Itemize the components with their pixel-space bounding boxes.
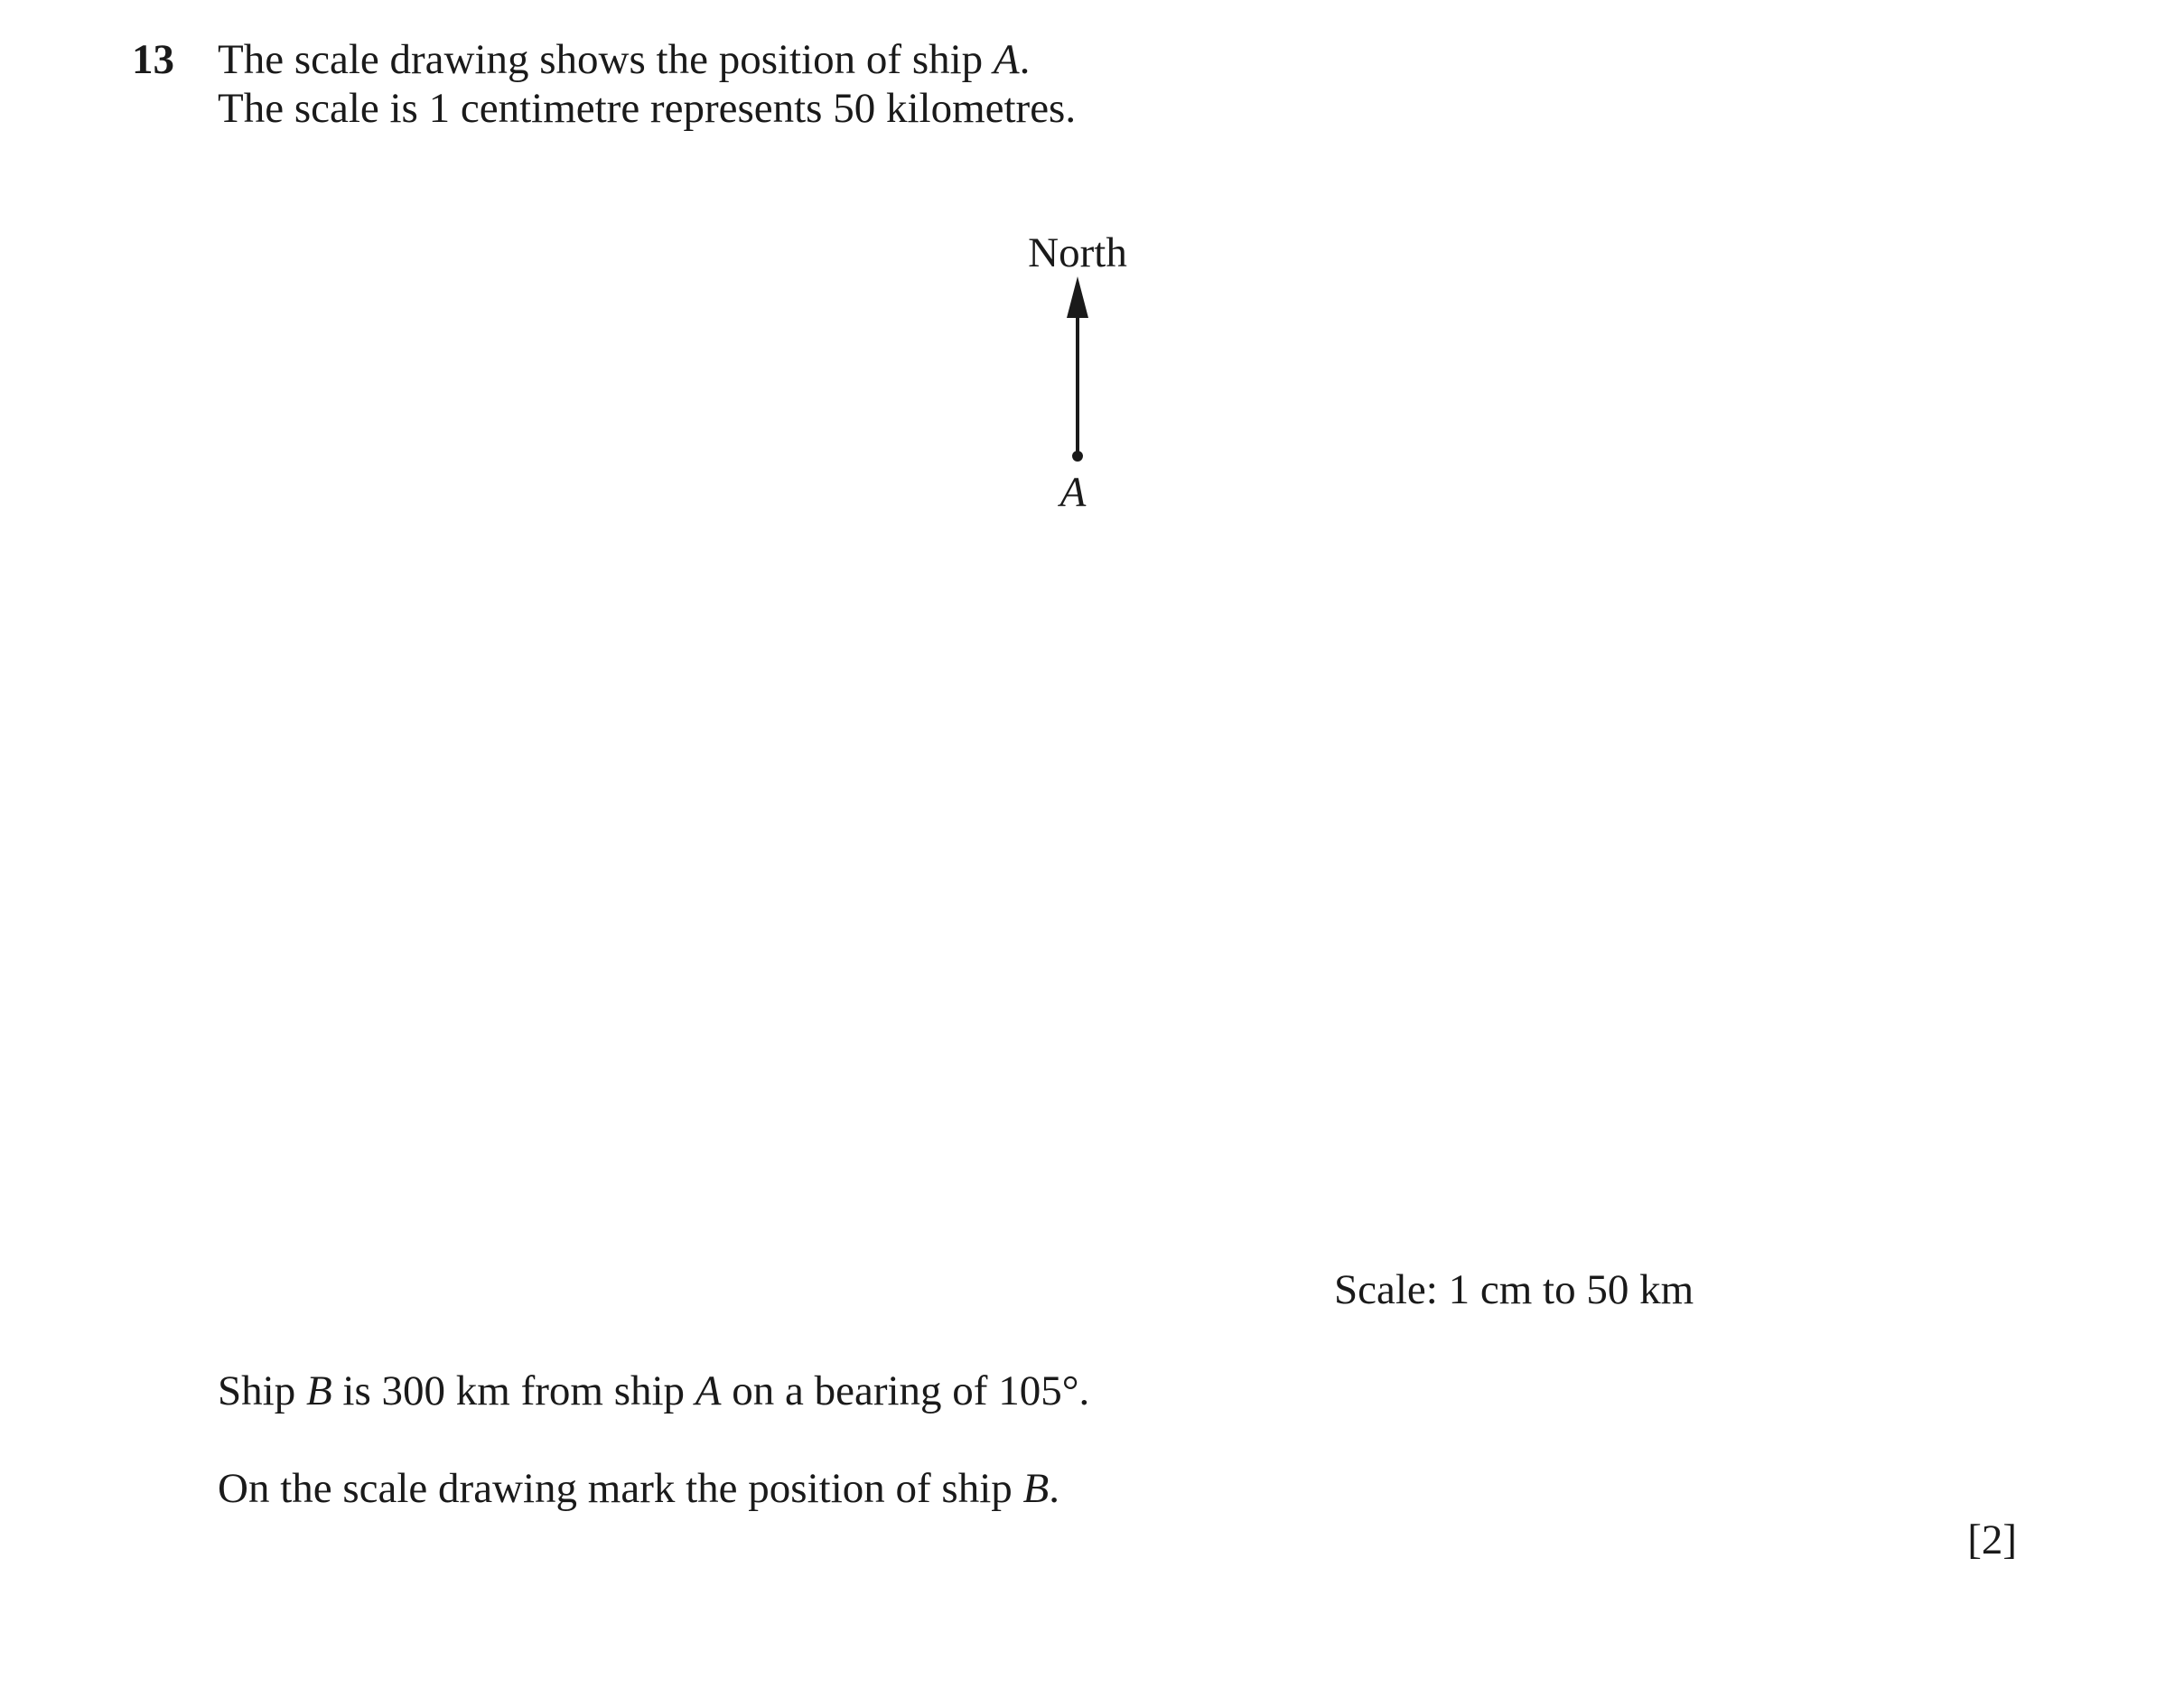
marks-label: [2] [1967, 1516, 2017, 1563]
question-number: 13 [132, 36, 174, 83]
ship-a-point [1072, 451, 1083, 462]
ship-a-point-label: A [1059, 469, 1087, 516]
scale-label: Scale: 1 cm to 50 km [1334, 1266, 1694, 1313]
intro-period: . [1019, 36, 1031, 83]
ship-b-info-text-3: on a bearing of 105°. [721, 1367, 1090, 1414]
ship-b-info-text-1: Ship [218, 1367, 306, 1414]
instruction [218, 1461, 1059, 1516]
north-arrow-head [1067, 276, 1088, 318]
ship-b-info-text-2: is 300 km from ship [331, 1367, 695, 1414]
intro-text: The scale drawing shows the position of ship [218, 36, 994, 83]
question-intro-line-1 [218, 33, 1030, 87]
ship-b-ref: B [1022, 1465, 1050, 1512]
ship-a-label: A [993, 36, 1020, 83]
ship-a-ref: A [695, 1367, 722, 1414]
question-intro-line-2: The scale is 1 centimetre represents 50 kilometres. [218, 85, 1077, 132]
north-label: North [1028, 229, 1127, 276]
instruction-text-1: On the scale drawing mark the position of ship [218, 1465, 1023, 1512]
ship-b-label: B [305, 1367, 332, 1414]
ship-b-info [218, 1364, 1089, 1418]
instruction-period: . [1049, 1465, 1059, 1512]
